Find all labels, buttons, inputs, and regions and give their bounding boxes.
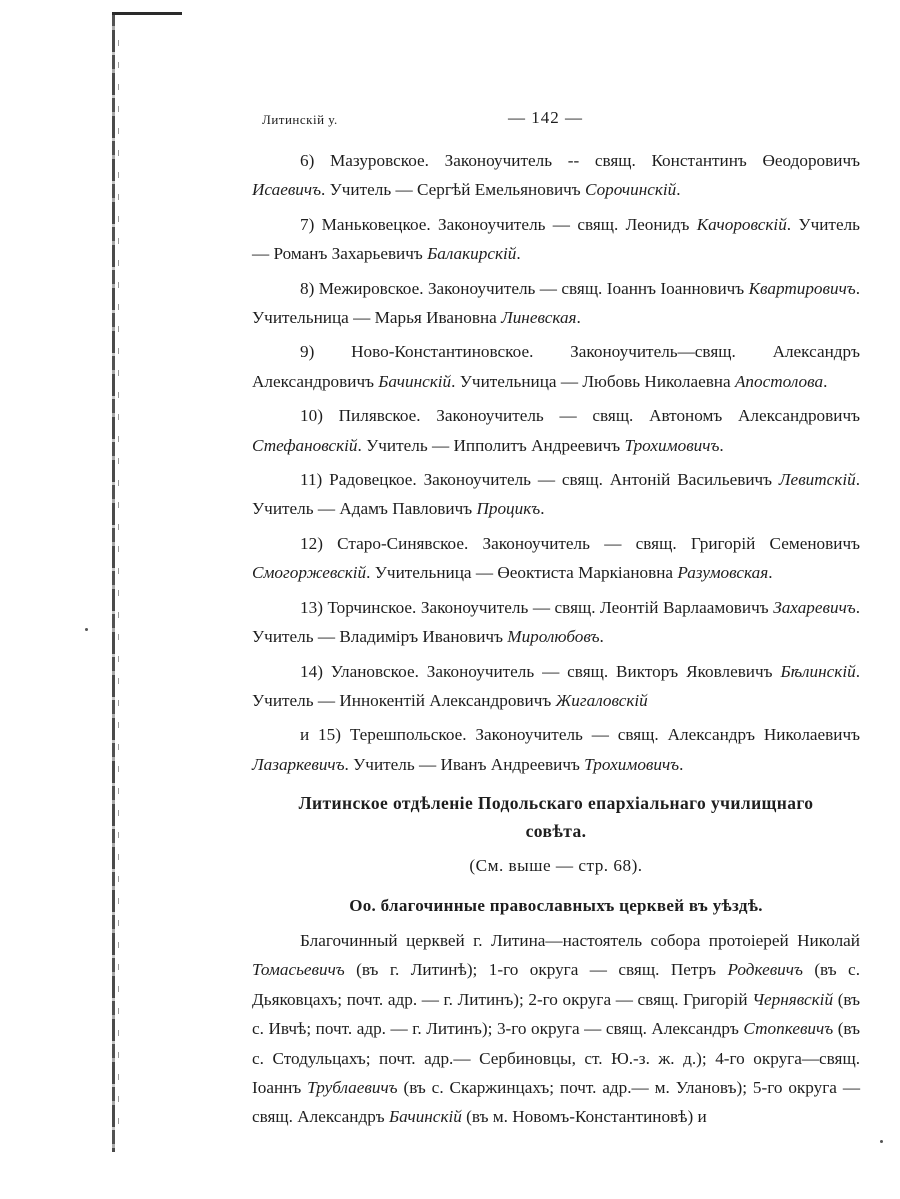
- scan-edge-shadow: [118, 40, 119, 1140]
- section-reference: (См. выше — стр. 68).: [469, 856, 643, 876]
- scan-speck: [880, 1140, 883, 1143]
- page-header: [262, 108, 862, 132]
- school-entry: и 15) Терешпольское. Законоучитель — свящ. Александръ Николаевичъ Лазаркевичъ. Учитель — Иванъ Андреевичъ Трохимовичъ.: [252, 725, 860, 774]
- school-entry: 6) Мазуровское. Законоучитель -- свящ. Константинъ Өеодоровичъ Исаевичъ. Учитель — Сергѣй Емельяновичъ Сорочинскій.: [252, 151, 860, 200]
- page-body: [252, 146, 860, 1137]
- scan-edge-left: [112, 12, 115, 1152]
- school-entry: 11) Радовецкое. Законоучитель — свящ. Антоній Васильевичъ Левитскій. Учитель — Адамъ Павловичъ Процикъ.: [252, 470, 860, 519]
- school-entry: 13) Торчинское. Законоучитель — свящ. Леонтій Варлаамовичъ Захаревичъ. Учитель — Владиміръ Ивановичъ Миролюбовъ.: [252, 597, 860, 647]
- school-entry: 7) Маньковецкое. Законоучитель — свящ. Леонидъ Качоровскій. Учитель — Романъ Захарьевичъ Балакирскій.: [252, 214, 860, 264]
- school-entry: 10) Пилявское. Законоучитель — свящ. Автономъ Александровичъ Стефановскій. Учитель — Ипполитъ Андреевичъ Трохимовичъ.: [252, 406, 860, 455]
- deans-heading: Оо. благочинные православныхъ церквей въ уѣздѣ.: [349, 895, 763, 915]
- scan-edge-top: [112, 12, 182, 15]
- schools-list: [252, 146, 860, 779]
- running-head: Литинскій у.: [262, 112, 338, 127]
- school-entry: 12) Старо-Синявское. Законоучитель — свящ. Григорій Семеновичъ Смогоржевскій. Учительница — Өеоктиста Маркіановна Разумовская.: [252, 533, 860, 583]
- school-entry: 9) Ново-Константиновское. Законоучитель—свящ. Александръ Александровичъ Бачинскій. Учительница — Любовь Николаевна Апостолова.: [252, 342, 860, 391]
- school-entry: 14) Улановское. Законоучитель — свящ. Викторъ Яковлевичъ Бѣлинскій. Учитель — Иннокентій Александровичъ Жигаловскій: [252, 661, 860, 710]
- deans-paragraph: Благочинный церквей г. Литина—настоятель собора протоіерей Николай Томасьевичъ (въ г. Литинѣ); 1-го округа — свящ. Петръ Родкевичъ (въ с. Дьяковцахъ; почт. адр. — г. Литинъ); 2-го округа — свящ. Григорій Чернявскій (въ с. Ивчѣ; почт. адр. — г. Литинъ); 3-го округа — свящ. Александръ Стопкевичъ (въ с. Стодульцахъ; почт. адр.— Сербиновцы, ст. Ю.-з. ж. д.); 4-го округа—свящ. Іоаннъ Трублаевичъ (въ с. Скаржинцахъ; почт. адр.— м. Улановъ); 5-го округа — свящ. Александръ Бачинскій (въ м. Новомъ-Константиновѣ) и: [252, 930, 861, 1127]
- section-heading: Литинское отдѣленіе Подольскаго епархіальнаго училищнаго совѣта.: [298, 793, 814, 842]
- school-entry: 8) Межировское. Законоучитель — свящ. Іоаннъ Іоанновичъ Квартировичъ. Учительница — Марья Ивановна Линевская.: [252, 278, 860, 328]
- scan-speck: [85, 628, 88, 631]
- page-number: — 142 —: [508, 108, 583, 127]
